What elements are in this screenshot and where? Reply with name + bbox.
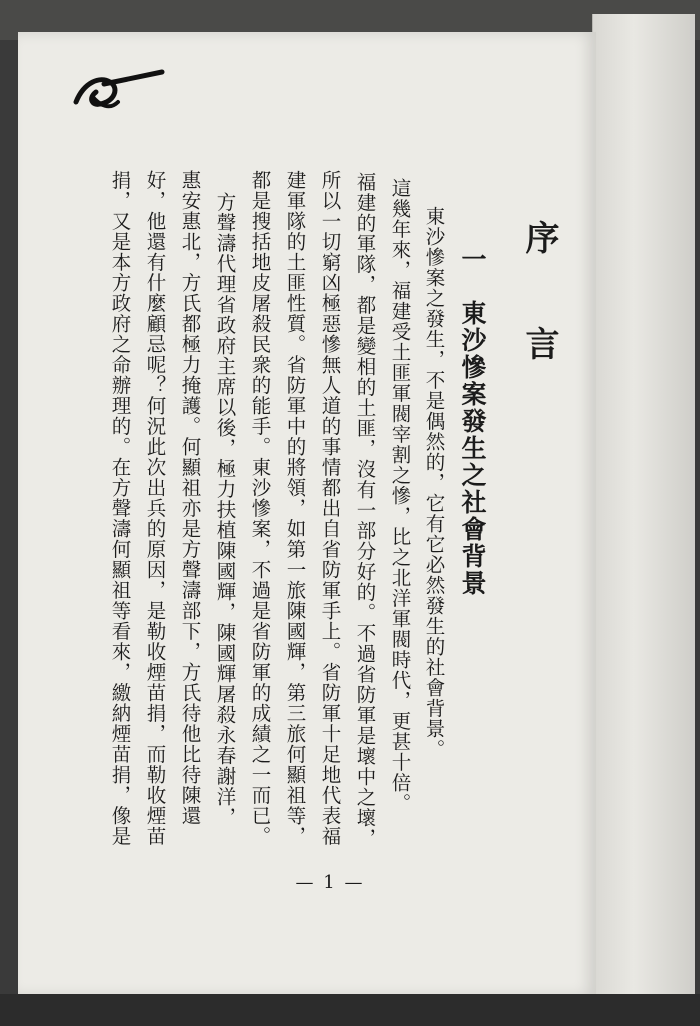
text-column-4: 所以一切窮凶極惡慘無人道的事情都出自省防軍手上。省防軍十足地代表福 <box>318 170 342 847</box>
text-column-5: 建軍隊的土匪性質。省防軍中的將領，如第一旅陳國輝，第三旅何顯祖等， <box>283 170 307 847</box>
handwritten-mark <box>70 62 170 122</box>
text-column-8: 惠安惠北，方氏都極力掩護。何顯祖亦是方聲濤部下，方氏待他比待陳還 <box>178 170 202 826</box>
page-title: 序 言 <box>519 220 559 390</box>
book-page <box>18 32 596 996</box>
text-column-7: 方聲濤代理省政府主席以後，極力扶植陳國輝，陳國輝屠殺永春謝洋， <box>213 192 237 828</box>
section-heading: 一 東沙慘案發生之社會背景 <box>458 246 487 597</box>
text-column-10: 捐，又是本方政府之命辦理的。在方聲濤何顯祖等看來，繳納煙苗捐，像是 <box>108 170 132 847</box>
text-column-6: 都是搜括地皮屠殺民衆的能手。東沙慘案，不過是省防軍的成績之一而已。 <box>248 170 272 847</box>
text-column-2: 這幾年來，福建受土匪軍閥宰割之慘，比之北洋軍閥時代，更甚十倍。 <box>388 178 412 814</box>
page-number: — 1 — <box>295 872 365 893</box>
text-column-1: 東沙慘案之發生，不是偶然的，它有它必然發生的社會背景。 <box>422 206 446 760</box>
text-column-9: 好，他還有什麼顧忌呢？何況此次出兵的原因，是勒收煙苗捐，而勒收煙苗 <box>143 170 167 847</box>
backdrop-bottom <box>0 994 700 1026</box>
text-column-3: 福建的軍隊，都是變相的土匪，沒有一部分好的。不過省防軍是壞中之壞， <box>353 172 377 849</box>
book-page-edge <box>592 14 695 1004</box>
